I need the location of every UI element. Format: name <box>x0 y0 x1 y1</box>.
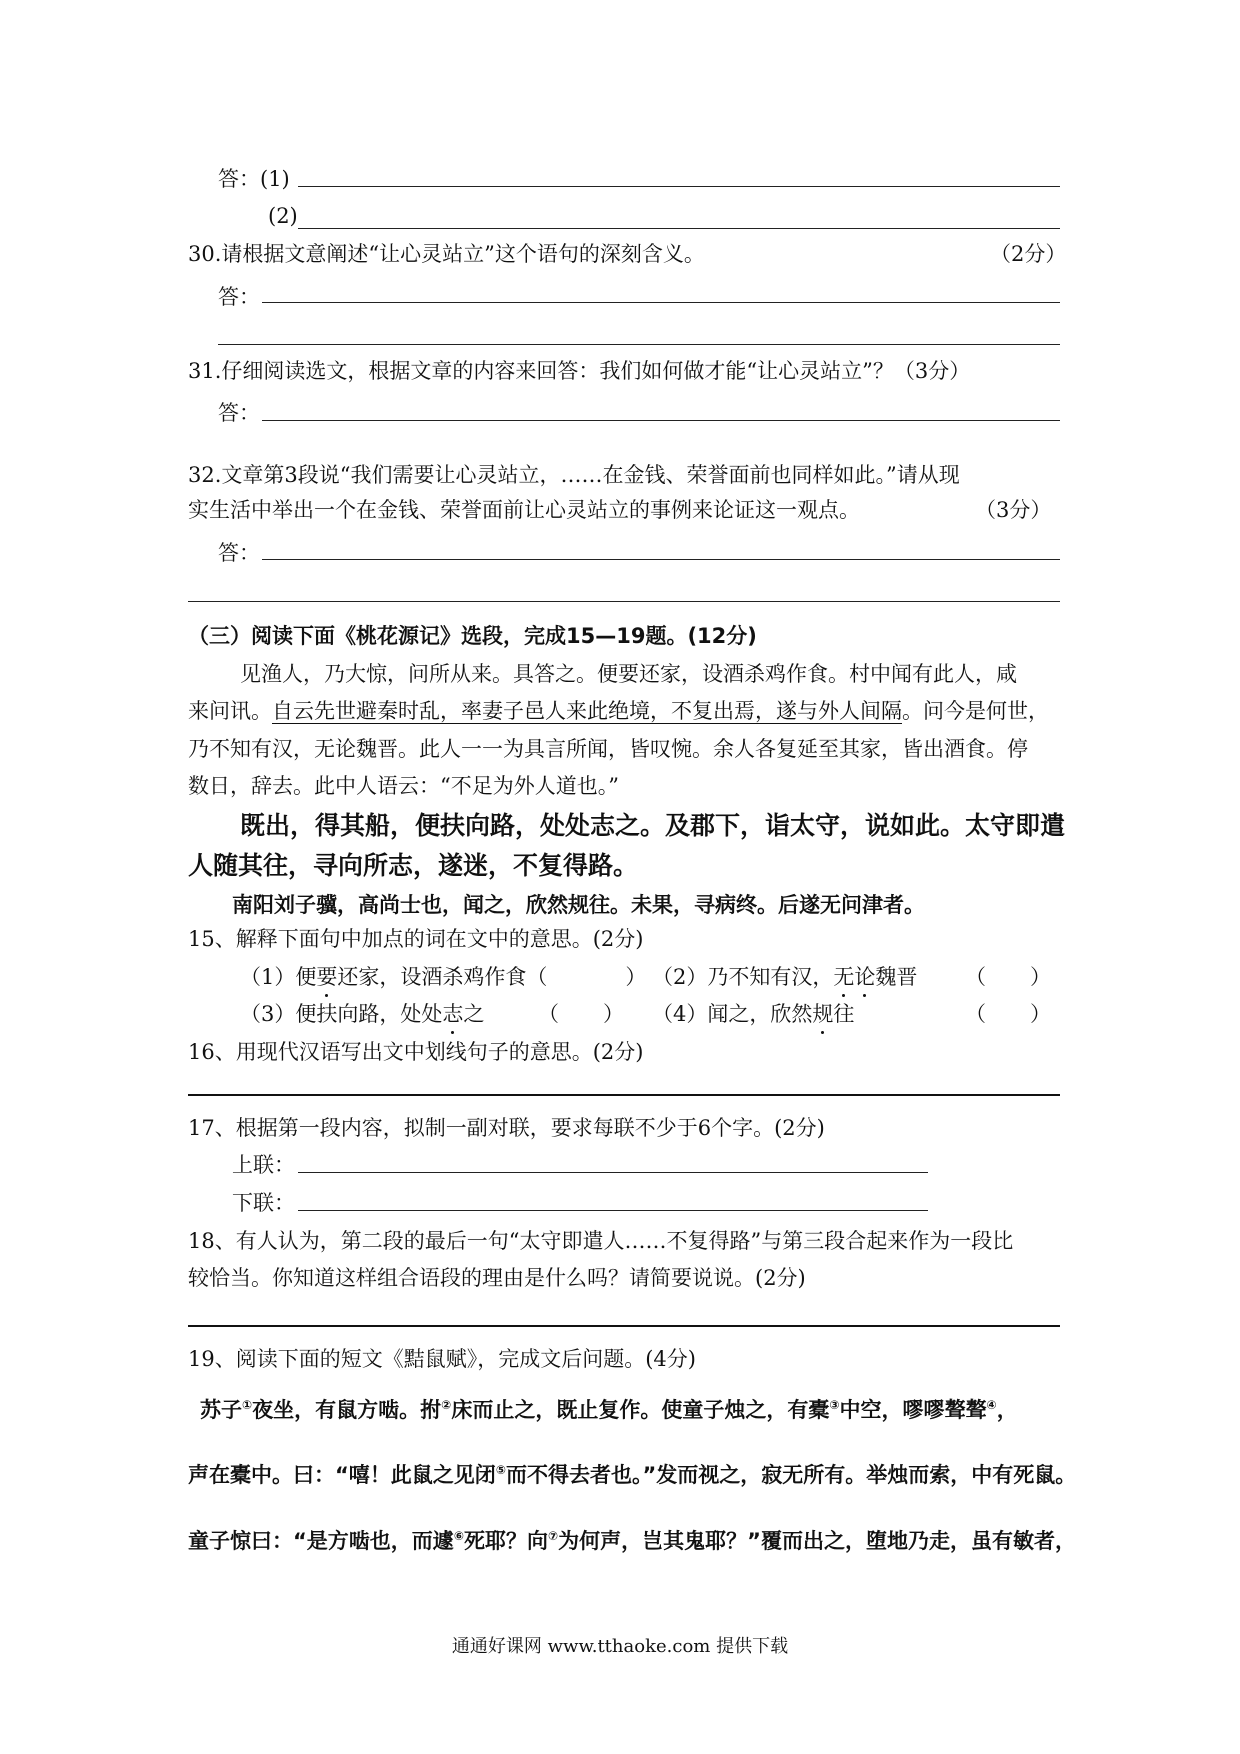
answer-2-label: (2) <box>268 204 298 228</box>
answer-line[interactable] <box>262 302 1060 303</box>
answer-line[interactable] <box>262 420 1060 421</box>
passage-q19-line-3: 童子惊曰：“是方啮也，而遽⑥死耶？向⑦为何声，岂其鬼耶？”覆而出之，堕地乃走，虽有敏者， <box>188 1529 1076 1553</box>
question-15-item-4: （4）闻之，欣然规往 <box>652 998 854 1028</box>
answer-line[interactable] <box>218 344 1060 345</box>
question-15-item-2-blank[interactable]: （ ） <box>965 965 1051 989</box>
question-16: 16、用现代汉语写出文中划线句子的意思。(2分) <box>188 1040 644 1064</box>
question-32-line-2: 实生活中举出一个在金钱、荣誉面前让心灵站立的事例来论证这一观点。 <box>188 498 860 522</box>
question-31: 31.仔细阅读选文，根据文章的内容来回答：我们如何做才能“让心灵站立”？（3分） <box>188 359 971 383</box>
lower-couplet-label: 下联： <box>232 1191 295 1215</box>
upper-couplet-line[interactable] <box>298 1172 928 1173</box>
upper-couplet-label: 上联： <box>232 1153 295 1177</box>
section-3-heading: （三）阅读下面《桃花源记》选段，完成15—19题。(12分) <box>188 624 757 648</box>
question-30-score: （2分） <box>990 242 1067 266</box>
passage-p1-line-4: 数日，辞去。此中人语云：“不足为外人道也。” <box>188 774 619 798</box>
answer-line[interactable] <box>298 228 1060 229</box>
underlined-sentence: 自云先世避秦时乱，率妻子邑人来此绝境，不复出焉，遂与外人间隔 <box>272 699 902 723</box>
question-32-line-1: 32.文章第3段说“我们需要让心灵站立，……在金钱、荣誉面前也同样如此。”请从现 <box>188 463 960 487</box>
question-18-line-2: 较恰当。你知道这样组合语段的理由是什么吗？请简要说说。(2分) <box>188 1266 806 1290</box>
answer-label: 答： <box>218 401 260 425</box>
question-18-line-1: 18、有人认为，第二段的最后一句“太守即遣人……不复得路”与第三段合起来作为一段比 <box>188 1229 1014 1253</box>
passage-p1-line-3: 乃不知有汉，无论魏晋。此人一一为具言所闻，皆叹惋。余人各复延至其家，皆出酒食。停 <box>188 737 1028 761</box>
question-17: 17、根据第一段内容，拟制一副对联，要求每联不少于6个字。(2分) <box>188 1116 825 1140</box>
passage-p2-line-1: 既出，得其船，便扶向路，处处志之。及郡下，诣太守，说如此。太守即遣 <box>240 811 1066 840</box>
question-32-score: （3分） <box>975 498 1052 522</box>
answer-line[interactable] <box>188 1325 1060 1327</box>
passage-p1-line-1: 见渔人，乃大惊，问所从来。具答之。便要还家，设酒杀鸡作食。村中闻有此人，咸 <box>240 662 1017 686</box>
answer-line[interactable] <box>188 601 1060 602</box>
question-30: 30.请根据文意阐述“让心灵站立”这个语句的深刻含义。 <box>188 242 705 266</box>
passage-p1-line-2: 来问讯。自云先世避秦时乱，率妻子邑人来此绝境，不复出焉，遂与外人间隔。问今是何世， <box>188 699 1049 723</box>
answer-1-label: 答：(1) <box>218 167 290 191</box>
question-15-item-2: （2）乃不知有汉，无论魏晋 <box>652 961 917 991</box>
passage-q19-line-1: 苏子①夜坐，有鼠方啮。拊②床而止之，既止复作。使童子烛之，有橐③中空，嘐嘐聱聱④， <box>200 1398 1018 1422</box>
passage-p2-line-2: 人随其往，寻向所志，遂迷，不复得路。 <box>188 851 639 880</box>
question-15-item-4-blank[interactable]: （ ） <box>965 1002 1051 1026</box>
passage-p3: 南阳刘子骥，高尚士也，闻之，欣然规往。未果，寻病终。后遂无问津者。 <box>232 893 925 917</box>
question-15-item-3: （3）便扶向路，处处志之 <box>240 998 484 1028</box>
answer-line[interactable] <box>188 1094 1060 1096</box>
page-footer: 通通好课网 www.tthaoke.com 提供下载 <box>451 1636 789 1657</box>
lower-couplet-line[interactable] <box>298 1210 928 1211</box>
question-19: 19、阅读下面的短文《黠鼠赋》，完成文后问题。(4分) <box>188 1347 696 1371</box>
answer-line[interactable] <box>262 559 1060 560</box>
answer-label: 答： <box>218 285 260 309</box>
passage-q19-line-2: 声在橐中。曰：“嘻！此鼠之见闭⑤而不得去者也。”发而视之，寂无所有。举烛而索，中有死鼠。 <box>188 1463 1077 1487</box>
answer-line[interactable] <box>298 186 1060 187</box>
question-15: 15、解释下面句中加点的词在文中的意思。(2分) <box>188 927 644 951</box>
question-15-item-3-blank[interactable]: （ ） <box>538 1002 624 1026</box>
question-15-item-1: （1）便要还家，设酒杀鸡作食（ ） <box>240 961 646 991</box>
answer-label: 答： <box>218 541 260 565</box>
